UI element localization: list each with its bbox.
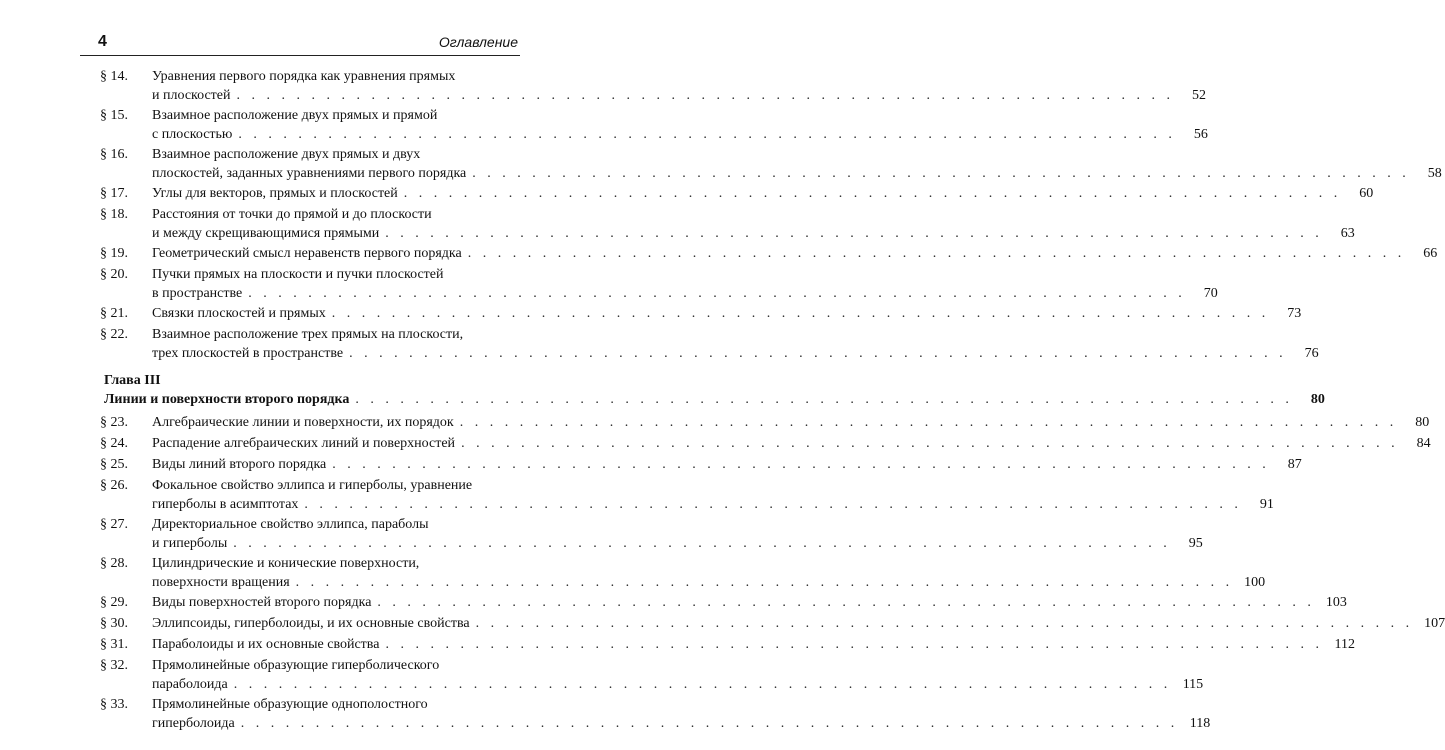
entry-last-line (152, 573, 1266, 592)
chapter-label: Глава III (104, 373, 161, 388)
page-ref: 73 (1287, 306, 1302, 321)
dot-leader: . . . . . . . . . . . . . . . . . . . . . . . . . . . . . . . . . . . . . . . . . . . . . . . . . . . . . . . . . . . . . . . (377, 595, 1315, 610)
entry-last-line (152, 244, 1438, 263)
entry-title-line: и плоскостей (152, 88, 231, 103)
page-ref: 95 (1188, 536, 1203, 551)
section-number: § 23. (100, 415, 128, 430)
entry-title-line: Взаимное расположение двух прямых и двух (152, 147, 421, 162)
dot-leader: . . . . . . . . . . . . . . . . . . . . . . . . . . . . . . . . . . . . . . . . . . . . . . . . . . . . . . . . . . . . . . . (472, 166, 1410, 181)
page-ref: 70 (1203, 286, 1218, 301)
section-number: § 19. (100, 246, 128, 261)
page-ref: 58 (1427, 166, 1442, 181)
entry-title-line: и гиперболы (152, 536, 228, 551)
page-ref: 52 (1192, 88, 1207, 103)
dot-leader: . . . . . . . . . . . . . . . . . . . . . . . . . . . . . . . . . . . . . . . . . . . . . . . . . . . . . . . . . . . . . . . (240, 716, 1179, 731)
entry-title-line: Пучки прямых на плоскости и пучки плоскостей (152, 267, 444, 282)
entry-title-line: плоскостей, заданных уравнениями первого порядка (152, 166, 467, 181)
dot-leader: . . . . . . . . . . . . . . . . . . . . . . . . . . . . . . . . . . . . . . . . . . . . . . . . . . . . . . . . . . . . . . . (475, 616, 1414, 631)
entry-title-line: в пространстве (152, 286, 243, 301)
page-ref: 100 (1244, 575, 1266, 590)
section-number: § 25. (100, 457, 128, 472)
section-number: § 26. (100, 478, 128, 493)
entry-last-line (152, 284, 1218, 303)
dot-leader: . . . . . . . . . . . . . . . . . . . . . . . . . . . . . . . . . . . . . . . . . . . . . . . . . . . . . . . . . . . . . . . (332, 457, 1270, 472)
entry-last-line (152, 455, 1302, 474)
dot-leader: . . . . . . . . . . . . . . . . . . . . . . . . . . . . . . . . . . . . . . . . . . . . . . . . . . . . . . . . . . . . . . . (459, 415, 1398, 430)
page-ref: 63 (1340, 226, 1355, 241)
page-ref: 103 (1325, 595, 1347, 610)
entry-title-line: Директориальное свойство эллипса, параболы (152, 517, 429, 532)
chapter-title: Линии и поверхности второго порядка (104, 392, 350, 407)
section-number: § 17. (100, 186, 128, 201)
dot-leader: . . . . . . . . . . . . . . . . . . . . . . . . . . . . . . . . . . . . . . . . . . . . . . . . . . . . . . . . . . . . . . . (355, 392, 1293, 407)
page-ref: 107 (1424, 616, 1445, 631)
page-ref: 76 (1304, 346, 1319, 361)
entry-title-line: гиперболы в асимптотах (152, 497, 299, 512)
entry-title-line: Эллипсоиды, гиперболоиды, и их основные свойства (152, 616, 470, 631)
entry-last-line (152, 675, 1204, 694)
chapter-title-line (104, 390, 1325, 409)
entry-last-line (152, 125, 1208, 144)
entry-title-line: параболоида (152, 677, 228, 692)
entry-last-line (152, 534, 1203, 553)
section-number: § 29. (100, 595, 128, 610)
entry-title-line: Прямолинейные образующие гиперболического (152, 658, 440, 673)
dot-leader: . . . . . . . . . . . . . . . . . . . . . . . . . . . . . . . . . . . . . . . . . . . . . . . . . . . . . . . . . . . . . . . (461, 436, 1399, 451)
entry-title-line: трех плоскостей в пространстве (152, 346, 344, 361)
entry-last-line (152, 224, 1355, 243)
entry-title-line: гиперболоида (152, 716, 235, 731)
section-number: § 16. (100, 147, 128, 162)
entry-last-line (152, 593, 1347, 612)
section-number: § 15. (100, 108, 128, 123)
section-number: § 22. (100, 327, 128, 342)
entry-title-line: с плоскостью (152, 127, 233, 142)
page-ref: 60 (1359, 186, 1374, 201)
dot-leader: . . . . . . . . . . . . . . . . . . . . . . . . . . . . . . . . . . . . . . . . . . . . . . . . . . . . . . . . . . . . . . . (403, 186, 1342, 201)
entry-last-line (152, 434, 1431, 453)
entry-title-line: Распадение алгебраических линий и поверхностей (152, 436, 456, 451)
entry-last-line (152, 184, 1374, 203)
entry-last-line (152, 304, 1302, 323)
entry-title-line: Алгебраические линии и поверхности, их порядок (152, 415, 454, 430)
dot-leader: . . . . . . . . . . . . . . . . . . . . . . . . . . . . . . . . . . . . . . . . . . . . . . . . . . . . . . . . . . . . . . . (304, 497, 1242, 512)
entry-last-line (152, 344, 1319, 363)
page-ref: 115 (1182, 677, 1204, 692)
dot-leader: . . . . . . . . . . . . . . . . . . . . . . . . . . . . . . . . . . . . . . . . . . . . . . . . . . . . . . . . . . . . . . . (233, 677, 1172, 692)
section-number: § 18. (100, 207, 128, 222)
page-ref: 80 (1310, 392, 1325, 407)
entry-title-line: Углы для векторов, прямых и плоскостей (152, 186, 398, 201)
dot-leader: . . . . . . . . . . . . . . . . . . . . . . . . . . . . . . . . . . . . . . . . . . . . . . . . . . . . . . . . . . . . . . . (236, 88, 1175, 103)
section-number: § 20. (100, 267, 128, 282)
entry-title-line: поверхности вращения (152, 575, 290, 590)
page-ref: 112 (1334, 637, 1355, 652)
entry-title-line: Прямолинейные образующие однополостного (152, 697, 428, 712)
section-number: § 31. (100, 637, 128, 652)
section-number: § 27. (100, 517, 128, 532)
entry-title-line: Взаимное расположение трех прямых на плоскости, (152, 327, 464, 342)
section-number: § 30. (100, 616, 128, 631)
section-number: § 21. (100, 306, 128, 321)
dot-leader: . . . . . . . . . . . . . . . . . . . . . . . . . . . . . . . . . . . . . . . . . . . . . . . . . . . . . . . . . . . . . . . (385, 226, 1323, 241)
entry-title-line: Виды поверхностей второго порядка (152, 595, 372, 610)
entry-title-line: Виды линий второго порядка (152, 457, 327, 472)
entry-title-line: Уравнения первого порядка как уравнения прямых (152, 69, 456, 84)
running-title: Оглавление (438, 34, 518, 50)
dot-leader: . . . . . . . . . . . . . . . . . . . . . . . . . . . . . . . . . . . . . . . . . . . . . . . . . . . . . . . . . . . . . . . (248, 286, 1186, 301)
page-number: 4 (98, 33, 107, 50)
entry-last-line (152, 495, 1274, 514)
section-number: § 33. (100, 697, 128, 712)
section-number: § 14. (100, 69, 128, 84)
entry-last-line (152, 86, 1207, 105)
page-ref: 66 (1423, 246, 1438, 261)
entry-title-line: и между скрещивающимися прямыми (152, 226, 380, 241)
entry-last-line (152, 413, 1430, 432)
dot-leader: . . . . . . . . . . . . . . . . . . . . . . . . . . . . . . . . . . . . . . . . . . . . . . . . . . . . . . . . . . . . . . . (385, 637, 1323, 652)
entry-title-line: Геометрический смысл неравенств первого порядка (152, 246, 462, 261)
page-header (80, 33, 520, 56)
section-number: § 28. (100, 556, 128, 571)
entry-last-line (152, 714, 1211, 733)
page-ref: 87 (1287, 457, 1302, 472)
dot-leader: . . . . . . . . . . . . . . . . . . . . . . . . . . . . . . . . . . . . . . . . . . . . . . . . . . . . . . . . . . . . . . . (467, 246, 1406, 261)
dot-leader: . . . . . . . . . . . . . . . . . . . . . . . . . . . . . . . . . . . . . . . . . . . . . . . . . . . . . . . . . . . . . . . (331, 306, 1270, 321)
dot-leader: . . . . . . . . . . . . . . . . . . . . . . . . . . . . . . . . . . . . . . . . . . . . . . . . . . . . . . . . . . . . . . . (349, 346, 1287, 361)
entry-title-line: Параболоиды и их основные свойства (152, 637, 380, 652)
page-ref: 84 (1416, 436, 1431, 451)
entry-title-line: Цилиндрические и конические поверхности, (152, 556, 420, 571)
dot-leader: . . . . . . . . . . . . . . . . . . . . . . . . . . . . . . . . . . . . . . . . . . . . . . . . . . . . . . . . . . . . . . . (233, 536, 1171, 551)
section-number: § 32. (100, 658, 128, 673)
page-ref: 91 (1259, 497, 1274, 512)
entry-title-line: Фокальное свойство эллипса и гиперболы, уравнение (152, 478, 473, 493)
section-number: § 24. (100, 436, 128, 451)
entry-title-line: Связки плоскостей и прямых (152, 306, 326, 321)
entry-last-line (152, 614, 1445, 633)
entry-last-line (152, 164, 1442, 183)
dot-leader: . . . . . . . . . . . . . . . . . . . . . . . . . . . . . . . . . . . . . . . . . . . . . . . . . . . . . . . . . . . . . . . (238, 127, 1176, 142)
page-ref: 56 (1193, 127, 1208, 142)
page-ref: 118 (1189, 716, 1211, 731)
entry-title-line: Взаимное расположение двух прямых и прямой (152, 108, 438, 123)
dot-leader: . . . . . . . . . . . . . . . . . . . . . . . . . . . . . . . . . . . . . . . . . . . . . . . . . . . . . . . . . . . . . . . (295, 575, 1234, 590)
entry-title-line: Расстояния от точки до прямой и до плоскости (152, 207, 432, 222)
page-ref: 80 (1415, 415, 1430, 430)
entry-last-line (152, 635, 1355, 654)
